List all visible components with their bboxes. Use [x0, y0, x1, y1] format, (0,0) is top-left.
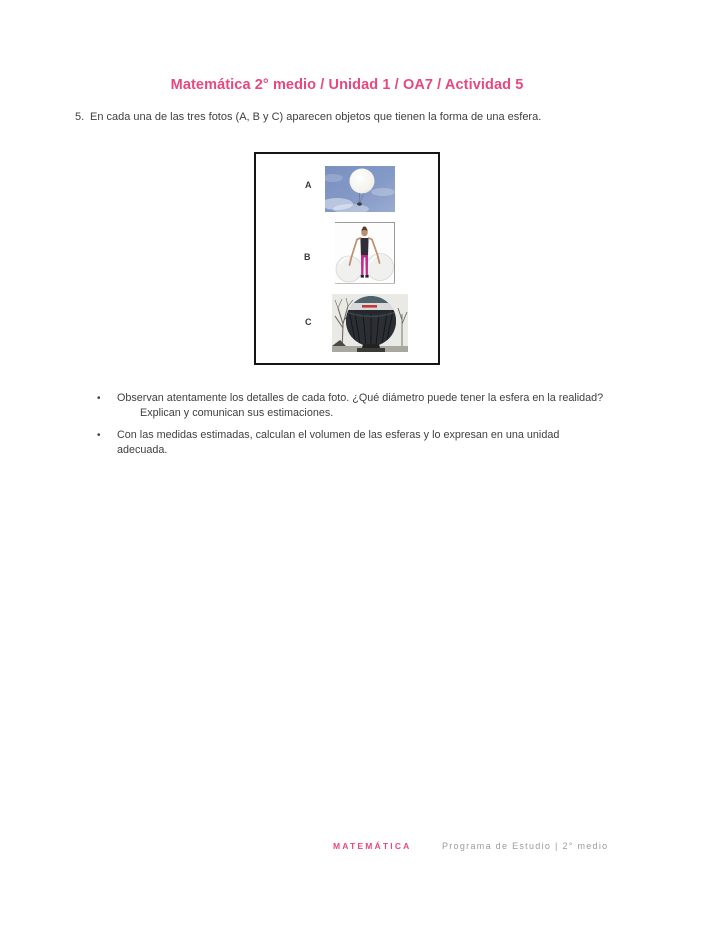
exercise-statement [75, 110, 605, 124]
exercise-text: En cada una de las tres fotos (A, B y C) aparecen objetos que tienen la forma de una esfera. [90, 111, 542, 123]
bullet-text-volume [117, 428, 612, 458]
balloon-in-sky-photo [325, 166, 395, 212]
bullet-text-observe [117, 391, 603, 421]
photo-label-c: C [305, 317, 312, 327]
exercise-balls-photo-illustration [335, 222, 395, 284]
photo-figure-box [254, 152, 440, 365]
page-footer [333, 836, 608, 854]
bullet-observe-line1: Observan atentamente los detalles de cada foto. ¿Qué diámetro puede tener la esfera en la realidad? [117, 392, 604, 404]
page-title: Matemática 2° medio / Unidad 1 / OA7 / Actividad 5 [170, 77, 524, 93]
photo-label-b: B [304, 252, 311, 262]
photo-label-a: A [305, 180, 312, 190]
bullet-item-observe [97, 391, 612, 421]
bullet-observe-line2: Explican y comunican sus estimaciones. [140, 407, 334, 419]
spherical-building-photo [332, 294, 408, 352]
bullet-marker: • [97, 393, 101, 404]
bullet-item-volume [97, 428, 612, 458]
dome-photo-illustration [332, 294, 408, 352]
balloon-photo-illustration [325, 166, 395, 212]
instruction-bullets [97, 391, 612, 465]
exercise-number: 5. [75, 111, 85, 123]
woman-with-exercise-balls-photo [335, 222, 395, 284]
bullet-marker: • [97, 430, 101, 441]
footer-brand-matematica: MATEMÁTICA [333, 841, 412, 851]
footer-program-text: Programa de Estudio | 2° medio [441, 841, 609, 851]
bullet-volume-line1: Con las medidas estimadas, calculan el volumen de las esferas y lo expresan en una unidad adecuada. [117, 429, 560, 456]
